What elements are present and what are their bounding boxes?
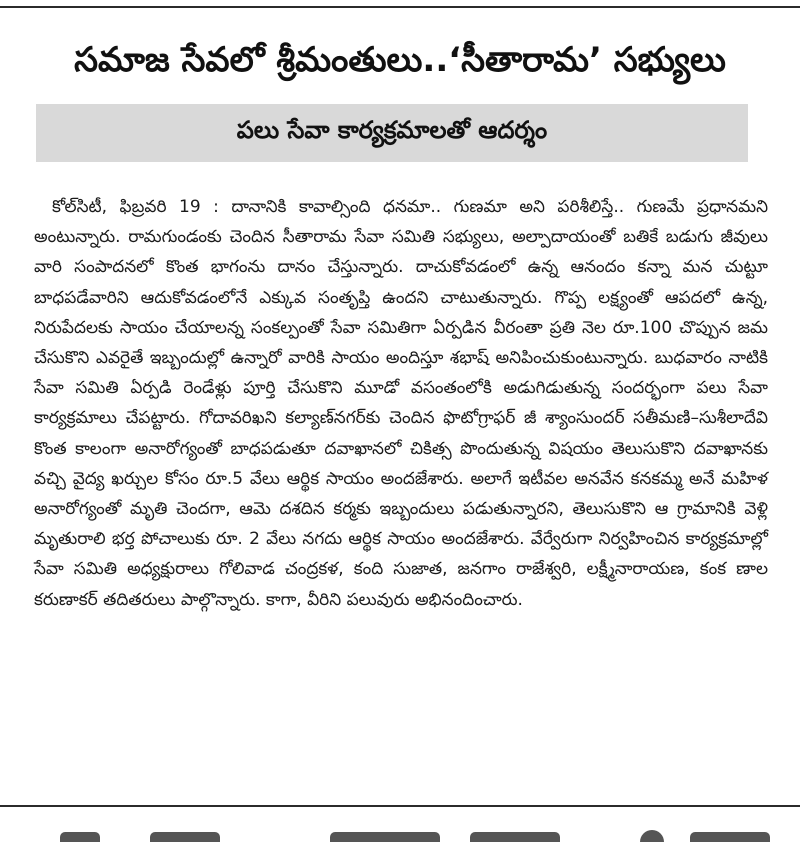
top-divider: [0, 6, 800, 8]
clipped-text-fragment: [470, 832, 560, 842]
clipped-text-fragment: [150, 832, 220, 842]
clipped-text-fragment: [640, 830, 664, 842]
subheadline-box: [36, 104, 748, 162]
article-body: కోల్‌సిటీ, ఫిబ్రవరి 19 : దానానికి కావాల్సింది ధనమా.. గుణమా అని పరిశీలిస్తే.. గుణమే ప్రధానమని అంటున్నారు. రామగుండంకు చెందిన సీతారామ సేవా సమితి సభ్యులు, అల్పాదాయంతో బతికే బడుగు జీవులు వారి సంపాదనలో కొంత భాగంను దానం చేస్తున్నారు. దాచుకోవడంలో ఉన్న ఆనందం కన్నా మన చుట్టూ బాధపడేవారిని ఆదుకోవడంలోనే ఎక్కువ సంతృప్తి ఉందని చాటుతున్నారు. గొప్ప లక్ష్యంతో ఆపదలో ఉన్న, నిరుపేదలకు సాయం చేయాలన్న సంకల్పంతో సేవా సమితిగా ఏర్పడిన వీరంతా ప్రతి నెల రూ.100 చొప్పున జమ చేసుకొని ఎవరైతే ఇబ్బందుల్లో ఉన్నారో వారికి సాయం అందిస్తూ శభాష్ అనిపించుకుంటున్నారు. బుధవారం నాటికి సేవా సమితి ఏర్పడి రెండేళ్లు పూర్తి చేసుకొని మూడో వసంతంలోకి అడుగిడుతున్న సందర్భంగా పలు సేవా కార్యక్రమాలు చేపట్టారు. గోదావరిఖని కల్యాణ్‌నగర్‌కు చెందిన ఫొటోగ్రాఫర్ జీ శ్యాంసుందర్ సతీమణి–సుశీలాదేవి కొంత కాలంగా అనారోగ్యంతో బాధపడుతూ దవాఖానలో చికిత్స పొందుతున్న విషయం తెలుసుకొని దవాఖానకు వచ్చి వైద్య ఖర్చుల కోసం రూ.5 వేలు ఆర్థిక సాయం అందజేశారు. అలాగే ఇటీవల అనవేన కనకమ్మ అనే మహిళ అనారోగ్యంతో మృతి చెందగా, ఆమె దశదిన కర్మకు ఇబ్బందులు పడుతున్నారని, తెలుసుకొని ఆ గ్రామానికి వెళ్లి మృతురాలి భర్త పోచాలుకు రూ. 2 వేలు నగదు ఆర్థిక సాయం అందజేశారు. వేర్వేరుగా నిర్వహించిన కార్యక్రమాల్లో సేవా సమితి అధ్యక్షురాలు గోలివాడ చంద్రకళ, కంది సుజాత, జనగాం రాజేశ్వరి, లక్ష్మీనారాయణ, కంక ణాల కరుణాకర్ తదితరులు పాల్గొన్నారు. కాగా, వీరిని పలువురు అభినందించారు.: [34, 197, 768, 610]
clipped-text-fragment: [60, 832, 100, 842]
next-article-clipped-strip: [0, 818, 800, 842]
article-headline: సమాజ సేవలో శ్రీమంతులు..‘సీతారామ’ సభ్యులు: [74, 40, 726, 80]
clipped-text-fragment: [330, 832, 440, 842]
clipped-text-fragment: [690, 832, 770, 842]
article-subheadline: పలు సేవా కార్యక్రమాలతో ఆదర్శం: [236, 116, 548, 144]
bottom-divider: [0, 805, 800, 807]
